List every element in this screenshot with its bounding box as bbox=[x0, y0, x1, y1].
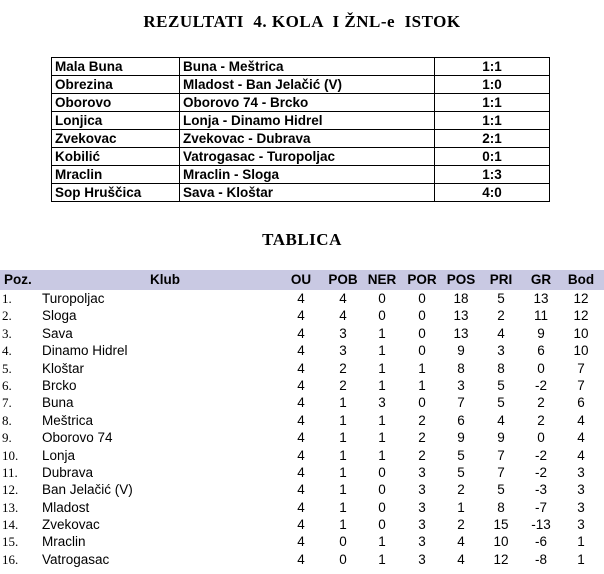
row-goals-for: 4 bbox=[457, 534, 465, 550]
row-club: Zvekovac bbox=[42, 517, 100, 533]
row-played: 4 bbox=[297, 551, 305, 567]
row-goal-diff: -2 bbox=[534, 377, 547, 393]
row-goals-for: 6 bbox=[457, 412, 465, 428]
row-draws: 0 bbox=[378, 464, 386, 480]
row-wins: 1 bbox=[339, 395, 347, 411]
row-points: 7 bbox=[577, 377, 585, 393]
result-row bbox=[52, 112, 550, 130]
row-goal-diff: -2 bbox=[534, 464, 547, 480]
row-club: Lonja bbox=[42, 447, 76, 463]
row-position: 11. bbox=[2, 464, 18, 480]
row-goals-against: 5 bbox=[497, 482, 505, 498]
table-row bbox=[0, 464, 604, 481]
row-points: 12 bbox=[573, 291, 589, 306]
result-match: Lonja - Dinamo Hidrel bbox=[180, 112, 435, 130]
row-points: 10 bbox=[573, 325, 589, 341]
row-goals-for: 5 bbox=[457, 464, 465, 480]
result-match: Mladost - Ban Jelačić (V) bbox=[180, 76, 435, 94]
table-row bbox=[0, 290, 604, 307]
row-draws: 1 bbox=[378, 325, 386, 341]
result-match: Vatrogasac - Turopoljac bbox=[180, 148, 435, 166]
row-club: Sloga bbox=[42, 308, 77, 324]
row-losses: 3 bbox=[418, 517, 426, 533]
row-goals-for: 2 bbox=[457, 482, 465, 498]
row-goals-against: 7 bbox=[497, 447, 505, 463]
row-played: 4 bbox=[297, 395, 305, 411]
result-venue: Kobilić bbox=[52, 148, 180, 166]
row-draws: 1 bbox=[378, 377, 386, 393]
row-goal-diff: -3 bbox=[534, 482, 547, 498]
row-club: Dubrava bbox=[42, 464, 94, 480]
row-wins: 4 bbox=[339, 308, 347, 324]
row-goals-for: 13 bbox=[453, 308, 469, 324]
row-club: Brcko bbox=[42, 377, 77, 393]
row-goals-against: 3 bbox=[497, 343, 505, 359]
row-played: 4 bbox=[297, 517, 305, 533]
row-goals-against: 8 bbox=[497, 360, 505, 376]
table-row bbox=[0, 481, 604, 498]
row-played: 4 bbox=[297, 308, 305, 324]
row-played: 4 bbox=[297, 447, 305, 463]
row-points: 3 bbox=[577, 482, 585, 498]
row-position: 10. bbox=[2, 447, 19, 463]
row-goals-against: 10 bbox=[493, 534, 509, 550]
row-wins: 1 bbox=[339, 430, 347, 446]
row-points: 4 bbox=[577, 430, 585, 446]
row-losses: 0 bbox=[418, 343, 426, 359]
result-venue: Obrezina bbox=[52, 76, 180, 94]
table-row bbox=[0, 447, 604, 464]
result-score: 1:1 bbox=[435, 112, 550, 130]
table-row bbox=[0, 342, 604, 359]
row-wins: 3 bbox=[339, 325, 347, 341]
result-venue: Oborovo bbox=[52, 94, 180, 112]
row-goal-diff: 2 bbox=[537, 395, 545, 411]
row-position: 16. bbox=[2, 551, 19, 567]
row-position: 15. bbox=[2, 534, 19, 550]
result-score: 1:1 bbox=[435, 94, 550, 112]
row-losses: 0 bbox=[418, 308, 426, 324]
header-goals-for: POS bbox=[446, 272, 476, 287]
row-goal-diff: -2 bbox=[534, 447, 547, 463]
row-losses: 3 bbox=[418, 499, 426, 515]
row-wins: 2 bbox=[339, 360, 347, 376]
row-wins: 2 bbox=[339, 377, 347, 393]
row-position: 8. bbox=[2, 412, 12, 428]
row-goals-for: 8 bbox=[457, 360, 465, 376]
row-goals-against: 7 bbox=[497, 464, 505, 480]
row-points: 6 bbox=[577, 395, 585, 411]
row-goals-for: 13 bbox=[453, 325, 469, 341]
result-venue: Sop Hruščica bbox=[52, 184, 180, 202]
result-row bbox=[52, 130, 550, 148]
row-position: 5. bbox=[2, 360, 12, 376]
results-table bbox=[51, 57, 550, 202]
row-losses: 1 bbox=[418, 377, 426, 393]
result-match: Oborovo 74 - Brcko bbox=[180, 94, 435, 112]
row-played: 4 bbox=[297, 464, 305, 480]
row-goal-diff: -13 bbox=[531, 517, 551, 533]
header-losses: POR bbox=[407, 272, 437, 287]
row-goals-against: 4 bbox=[497, 412, 505, 428]
row-draws: 1 bbox=[378, 551, 386, 567]
table-row bbox=[0, 533, 604, 550]
row-goals-against: 15 bbox=[493, 517, 509, 533]
row-goal-diff: 13 bbox=[533, 291, 549, 306]
row-played: 4 bbox=[297, 482, 305, 498]
row-losses: 2 bbox=[418, 430, 426, 446]
row-draws: 1 bbox=[378, 412, 386, 428]
header-played: OU bbox=[290, 272, 312, 287]
row-goal-diff: -8 bbox=[534, 551, 547, 567]
row-club: Mraclin bbox=[42, 534, 86, 550]
row-goals-against: 12 bbox=[493, 551, 509, 567]
row-wins: 1 bbox=[339, 482, 347, 498]
row-position: 1. bbox=[2, 291, 12, 306]
row-club: Ban Jelačić (V) bbox=[42, 482, 133, 498]
row-position: 4. bbox=[2, 343, 12, 359]
row-losses: 0 bbox=[418, 291, 426, 306]
result-venue: Mraclin bbox=[52, 166, 180, 184]
row-losses: 0 bbox=[418, 395, 426, 411]
row-position: 2. bbox=[2, 308, 12, 324]
row-played: 4 bbox=[297, 412, 305, 428]
row-goals-against: 2 bbox=[497, 308, 505, 324]
row-position: 12. bbox=[2, 482, 19, 498]
row-points: 3 bbox=[577, 517, 585, 533]
row-losses: 0 bbox=[418, 325, 426, 341]
row-club: Mladost bbox=[42, 499, 90, 515]
table-row bbox=[0, 499, 604, 516]
result-venue: Zvekovac bbox=[52, 130, 180, 148]
result-score: 2:1 bbox=[435, 130, 550, 148]
row-position: 6. bbox=[2, 377, 12, 393]
row-wins: 1 bbox=[339, 517, 347, 533]
result-venue: Mala Buna bbox=[52, 58, 180, 76]
row-points: 7 bbox=[577, 360, 585, 376]
row-club: Kloštar bbox=[42, 360, 85, 376]
row-draws: 1 bbox=[378, 360, 386, 376]
row-losses: 1 bbox=[418, 360, 426, 376]
row-goals-against: 8 bbox=[497, 499, 505, 515]
row-goal-diff: 6 bbox=[537, 343, 545, 359]
row-draws: 1 bbox=[378, 534, 386, 550]
row-draws: 1 bbox=[378, 447, 386, 463]
table-row bbox=[0, 412, 604, 429]
row-played: 4 bbox=[297, 430, 305, 446]
row-wins: 1 bbox=[339, 447, 347, 463]
row-goal-diff: 2 bbox=[537, 412, 545, 428]
row-losses: 3 bbox=[418, 464, 426, 480]
row-points: 10 bbox=[573, 343, 589, 359]
row-goals-for: 9 bbox=[457, 343, 465, 359]
result-row bbox=[52, 184, 550, 202]
row-points: 1 bbox=[577, 551, 585, 567]
result-row bbox=[52, 58, 550, 76]
row-goals-for: 9 bbox=[457, 430, 465, 446]
row-wins: 1 bbox=[339, 499, 347, 515]
row-club: Turopoljac bbox=[42, 291, 105, 306]
result-match: Buna - Meštrica bbox=[180, 58, 435, 76]
row-losses: 2 bbox=[418, 447, 426, 463]
row-draws: 0 bbox=[378, 517, 386, 533]
row-goal-diff: -7 bbox=[534, 499, 547, 515]
header-draws: NER bbox=[367, 272, 397, 287]
row-draws: 1 bbox=[378, 430, 386, 446]
row-draws: 0 bbox=[378, 291, 386, 306]
table-row bbox=[0, 325, 604, 342]
header-goal-diff: GR bbox=[530, 272, 552, 287]
header-points: Bod bbox=[567, 272, 595, 287]
row-club: Vatrogasac bbox=[42, 551, 110, 567]
row-goals-against: 4 bbox=[497, 325, 505, 341]
standings-title: TABLICA bbox=[262, 230, 342, 249]
results-title: REZULTATI 4. KOLA I ŽNL-e ISTOK bbox=[143, 12, 461, 31]
row-position: 9. bbox=[2, 430, 12, 446]
row-goals-for: 5 bbox=[457, 447, 465, 463]
result-venue: Lonjica bbox=[52, 112, 180, 130]
result-match: Zvekovac - Dubrava bbox=[180, 130, 435, 148]
result-row bbox=[52, 94, 550, 112]
header-goals-against: PRI bbox=[489, 272, 513, 287]
row-points: 4 bbox=[577, 412, 585, 428]
row-points: 12 bbox=[573, 308, 589, 324]
row-draws: 0 bbox=[378, 499, 386, 515]
row-goal-diff: 9 bbox=[537, 325, 545, 341]
row-goals-for: 1 bbox=[457, 499, 465, 515]
row-points: 3 bbox=[577, 499, 585, 515]
row-played: 4 bbox=[297, 534, 305, 550]
row-position: 7. bbox=[2, 395, 12, 411]
result-match: Mraclin - Sloga bbox=[180, 166, 435, 184]
row-losses: 3 bbox=[418, 482, 426, 498]
row-draws: 0 bbox=[378, 482, 386, 498]
row-played: 4 bbox=[297, 360, 305, 376]
row-goals-against: 5 bbox=[497, 395, 505, 411]
row-goal-diff: 0 bbox=[537, 430, 545, 446]
row-wins: 0 bbox=[339, 551, 347, 567]
row-goals-against: 5 bbox=[497, 377, 505, 393]
result-score: 1:1 bbox=[435, 58, 550, 76]
row-wins: 3 bbox=[339, 343, 347, 359]
row-club: Dinamo Hidrel bbox=[42, 343, 128, 359]
row-goal-diff: 11 bbox=[533, 308, 548, 324]
row-club: Sava bbox=[42, 325, 73, 341]
result-score: 0:1 bbox=[435, 148, 550, 166]
row-goals-for: 3 bbox=[457, 377, 465, 393]
row-goal-diff: -6 bbox=[534, 534, 547, 550]
header-wins: POB bbox=[328, 272, 358, 287]
row-position: 13. bbox=[2, 499, 19, 515]
table-row bbox=[0, 394, 604, 411]
table-row bbox=[0, 360, 604, 377]
row-points: 3 bbox=[577, 464, 585, 480]
row-wins: 0 bbox=[339, 534, 347, 550]
table-row bbox=[0, 377, 604, 394]
row-played: 4 bbox=[297, 291, 305, 306]
result-score: 4:0 bbox=[435, 184, 550, 202]
table-row bbox=[0, 307, 604, 324]
row-draws: 0 bbox=[378, 308, 386, 324]
result-match: Sava - Kloštar bbox=[180, 184, 435, 202]
row-draws: 1 bbox=[378, 343, 386, 359]
row-wins: 1 bbox=[339, 412, 347, 428]
row-goals-against: 5 bbox=[497, 291, 505, 306]
row-goals-for: 18 bbox=[453, 291, 469, 306]
row-goals-for: 2 bbox=[457, 517, 465, 533]
result-row bbox=[52, 148, 550, 166]
row-points: 4 bbox=[577, 447, 585, 463]
row-position: 14. bbox=[2, 517, 19, 533]
row-draws: 3 bbox=[378, 395, 386, 411]
row-club: Meštrica bbox=[42, 412, 94, 428]
row-losses: 2 bbox=[418, 412, 426, 428]
row-club: Buna bbox=[42, 395, 74, 411]
row-goals-against: 9 bbox=[497, 430, 505, 446]
header-pos: Poz. bbox=[4, 272, 32, 287]
row-played: 4 bbox=[297, 325, 305, 341]
result-row bbox=[52, 166, 550, 184]
row-position: 3. bbox=[2, 325, 12, 341]
row-losses: 3 bbox=[418, 551, 426, 567]
standings-header bbox=[0, 270, 604, 290]
row-goals-for: 4 bbox=[457, 551, 465, 567]
table-row bbox=[0, 516, 604, 533]
table-row bbox=[0, 551, 604, 568]
row-goal-diff: 0 bbox=[537, 360, 545, 376]
row-played: 4 bbox=[297, 499, 305, 515]
standings-table bbox=[0, 270, 604, 568]
row-wins: 4 bbox=[339, 291, 347, 306]
result-score: 1:0 bbox=[435, 76, 550, 94]
row-points: 1 bbox=[577, 534, 585, 550]
row-losses: 3 bbox=[418, 534, 426, 550]
header-club: Klub bbox=[150, 272, 180, 287]
result-score: 1:3 bbox=[435, 166, 550, 184]
row-played: 4 bbox=[297, 377, 305, 393]
row-club: Oborovo 74 bbox=[42, 430, 113, 446]
table-row bbox=[0, 429, 604, 446]
row-wins: 1 bbox=[339, 464, 347, 480]
row-played: 4 bbox=[297, 343, 305, 359]
row-goals-for: 7 bbox=[457, 395, 465, 411]
result-row bbox=[52, 76, 550, 94]
